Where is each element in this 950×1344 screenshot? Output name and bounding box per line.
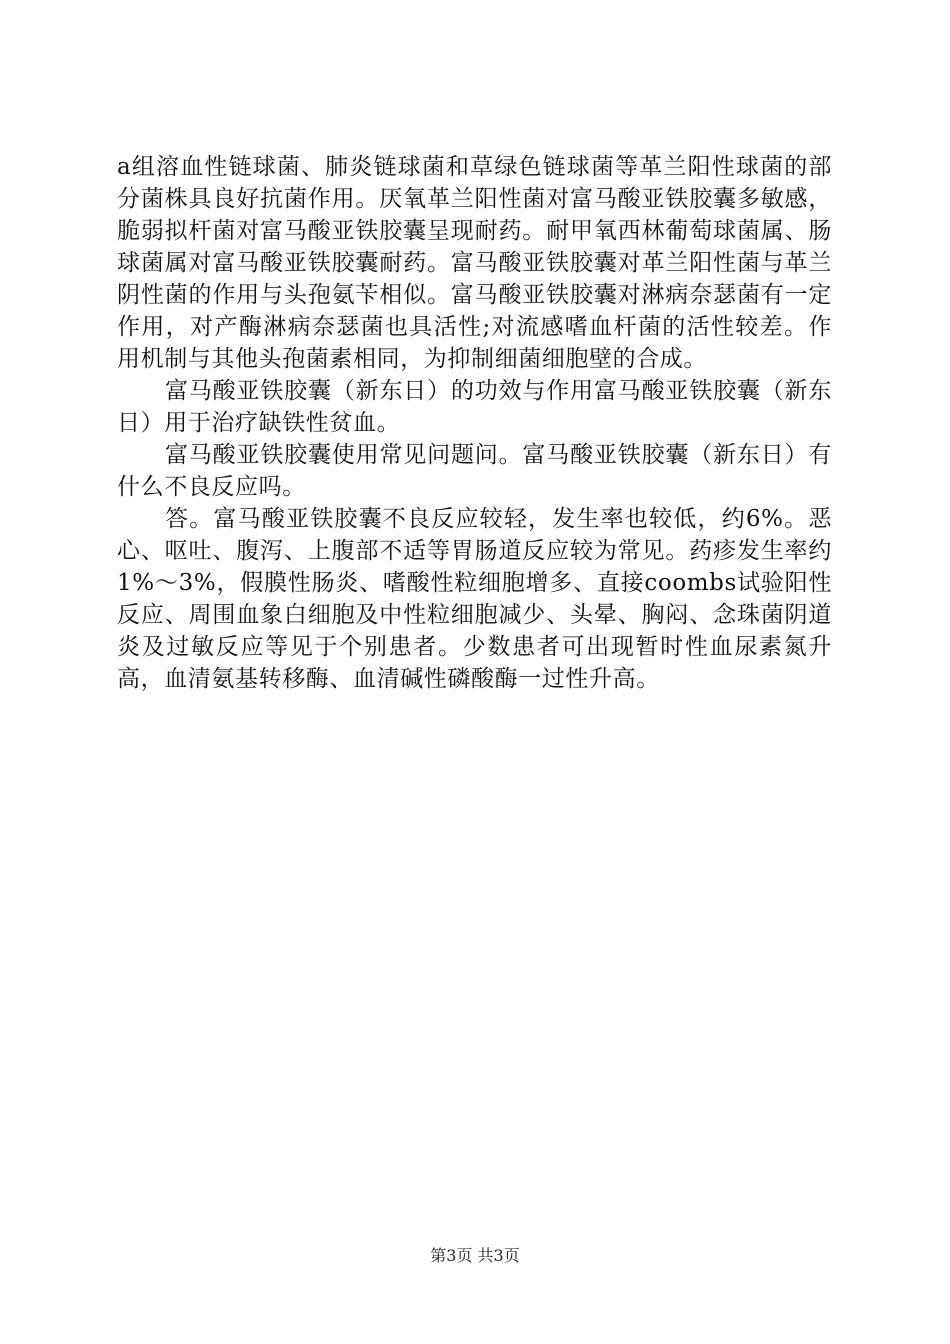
page-footer: 第3页 共3页 bbox=[430, 1246, 520, 1265]
paragraph-efficacy: 富马酸亚铁胶囊（新东日）的功效与作用富马酸亚铁胶囊（新东日）用于治疗缺铁性贫血。 bbox=[117, 378, 832, 436]
paragraph-question: 富马酸亚铁胶囊使用常见问题问。富马酸亚铁胶囊（新东日）有什么不良反应吗。 bbox=[117, 442, 832, 500]
document-body bbox=[117, 151, 832, 695]
paragraph-answer: 答。富马酸亚铁胶囊不良反应较轻，发生率也较低，约6%。恶心、呕吐、腹泻、上腹部不适等胃肠道反应较为常见。药疹发生率约1%～3%，假膜性肠炎、嗜酸性粒细胞增多、直接coombs试验阳性反应、周围血象白细胞及中性粒细胞减少、头晕、胸闷、念珠菌阴道炎及过敏反应等见于个别患者。少数患者可出现暂时性血尿素氮升高，血清氨基转移酶、血清碱性磷酸酶一过性升高。 bbox=[117, 506, 832, 692]
paragraph-continuation: a组溶血性链球菌、肺炎链球菌和草绿色链球菌等革兰阳性球菌的部分菌株具良好抗菌作用。厌氧革兰阳性菌对富马酸亚铁胶囊多敏感，脆弱拟杆菌对富马酸亚铁胶囊呈现耐药。耐甲氧西林葡萄球菌属、肠球菌属对富马酸亚铁胶囊耐药。富马酸亚铁胶囊对革兰阳性菌与革兰阴性菌的作用与头孢氨苄相似。富马酸亚铁胶囊对淋病奈瑟菌有一定作用，对产酶淋病奈瑟菌也具活性;对流感嗜血杆菌的活性较差。作用机制与其他头孢菌素相同，为抑制细菌细胞壁的合成。 bbox=[117, 154, 832, 372]
